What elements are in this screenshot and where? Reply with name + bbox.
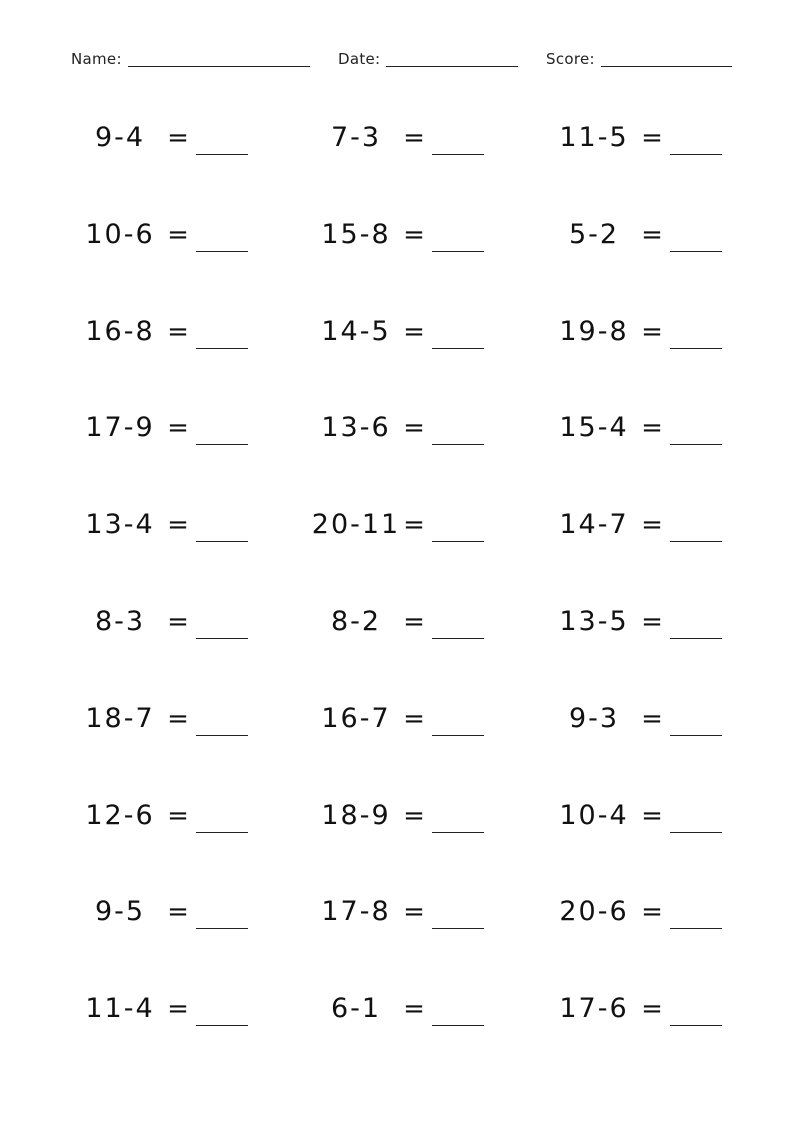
problem-item <box>306 796 546 836</box>
problem-item <box>544 408 784 448</box>
problem-expression: 14-5 <box>321 316 391 347</box>
equals-sign: = <box>403 994 425 1024</box>
problem-item <box>70 796 310 836</box>
answer-blank[interactable] <box>196 251 248 252</box>
answer-blank[interactable] <box>670 348 722 349</box>
answer-blank[interactable] <box>196 832 248 833</box>
equals-sign: = <box>167 510 189 540</box>
problem-item <box>70 215 310 255</box>
answer-blank[interactable] <box>196 541 248 542</box>
problem-item <box>306 215 546 255</box>
problem-item <box>544 989 784 1029</box>
problem-expression: 13-5 <box>559 606 629 637</box>
problem-expression: 13-4 <box>85 509 155 540</box>
answer-blank[interactable] <box>196 444 248 445</box>
problem-expression: 15-8 <box>321 219 391 250</box>
answer-blank[interactable] <box>432 735 484 736</box>
problem-item <box>306 989 546 1029</box>
problem-item <box>70 602 310 642</box>
problem-expression: 17-8 <box>321 896 391 927</box>
problem-expression: 11-5 <box>559 122 629 153</box>
answer-blank[interactable] <box>196 154 248 155</box>
problem-item <box>306 118 546 158</box>
answer-blank[interactable] <box>196 1025 248 1026</box>
problem-item <box>544 118 784 158</box>
problem-expression: 15-4 <box>559 412 629 443</box>
problem-item <box>70 505 310 545</box>
problem-expression: 11-4 <box>85 993 155 1024</box>
problem-expression: 10-6 <box>85 219 155 250</box>
problem-expression: 20-6 <box>559 896 629 927</box>
problem-expression: 13-6 <box>321 412 391 443</box>
problem-item <box>306 699 546 739</box>
answer-blank[interactable] <box>670 444 722 445</box>
problem-item <box>544 312 784 352</box>
answer-blank[interactable] <box>670 832 722 833</box>
equals-sign: = <box>403 413 425 443</box>
problem-item <box>306 602 546 642</box>
problem-expression: 9-4 <box>94 122 146 153</box>
problem-item <box>70 118 310 158</box>
problem-expression: 8-3 <box>94 606 146 637</box>
answer-blank[interactable] <box>432 444 484 445</box>
equals-sign: = <box>641 994 663 1024</box>
problem-expression: 12-6 <box>85 800 155 831</box>
answer-blank[interactable] <box>670 638 722 639</box>
problem-expression: 19-8 <box>559 316 629 347</box>
answer-blank[interactable] <box>670 154 722 155</box>
equals-sign: = <box>167 220 189 250</box>
answer-blank[interactable] <box>432 1025 484 1026</box>
problem-item <box>70 989 310 1029</box>
answer-blank[interactable] <box>432 154 484 155</box>
answer-blank[interactable] <box>432 638 484 639</box>
date-label: Date: <box>338 50 381 68</box>
equals-sign: = <box>403 220 425 250</box>
answer-blank[interactable] <box>432 541 484 542</box>
problem-item <box>306 892 546 932</box>
equals-sign: = <box>403 607 425 637</box>
answer-blank[interactable] <box>432 251 484 252</box>
answer-blank[interactable] <box>670 251 722 252</box>
problem-item <box>70 699 310 739</box>
problem-expression: 16-8 <box>85 316 155 347</box>
problem-expression: 7-3 <box>330 122 382 153</box>
problem-item <box>544 892 784 932</box>
answer-blank[interactable] <box>432 348 484 349</box>
answer-blank[interactable] <box>432 928 484 929</box>
equals-sign: = <box>167 317 189 347</box>
equals-sign: = <box>167 123 189 153</box>
equals-sign: = <box>641 897 663 927</box>
equals-sign: = <box>167 897 189 927</box>
problem-expression: 17-9 <box>85 412 155 443</box>
equals-sign: = <box>403 704 425 734</box>
problem-expression: 14-7 <box>559 509 629 540</box>
equals-sign: = <box>641 510 663 540</box>
problem-expression: 18-9 <box>321 800 391 831</box>
problem-item <box>544 215 784 255</box>
equals-sign: = <box>167 994 189 1024</box>
answer-blank[interactable] <box>196 928 248 929</box>
problem-expression: 20-11 <box>311 509 401 540</box>
problem-expression: 6-1 <box>330 993 382 1024</box>
equals-sign: = <box>641 220 663 250</box>
equals-sign: = <box>641 801 663 831</box>
problem-expression: 16-7 <box>321 703 391 734</box>
answer-blank[interactable] <box>196 735 248 736</box>
equals-sign: = <box>641 317 663 347</box>
problem-item <box>306 312 546 352</box>
problem-item <box>70 408 310 448</box>
problem-expression: 5-2 <box>568 219 620 250</box>
score-label: Score: <box>546 50 595 68</box>
problem-item <box>544 602 784 642</box>
problem-item <box>70 312 310 352</box>
problem-item <box>544 505 784 545</box>
equals-sign: = <box>167 607 189 637</box>
problem-item <box>544 699 784 739</box>
answer-blank[interactable] <box>670 735 722 736</box>
equals-sign: = <box>641 413 663 443</box>
equals-sign: = <box>403 897 425 927</box>
problem-item <box>70 892 310 932</box>
problem-item <box>306 408 546 448</box>
problem-item <box>544 796 784 836</box>
problem-expression: 9-5 <box>94 896 146 927</box>
equals-sign: = <box>167 413 189 443</box>
equals-sign: = <box>167 801 189 831</box>
answer-blank[interactable] <box>432 832 484 833</box>
equals-sign: = <box>403 317 425 347</box>
problem-expression: 18-7 <box>85 703 155 734</box>
equals-sign: = <box>641 704 663 734</box>
problem-expression: 8-2 <box>330 606 382 637</box>
answer-blank[interactable] <box>196 638 248 639</box>
problem-expression: 9-3 <box>568 703 620 734</box>
equals-sign: = <box>641 607 663 637</box>
equals-sign: = <box>403 123 425 153</box>
problem-expression: 17-6 <box>559 993 629 1024</box>
name-label: Name: <box>71 50 122 68</box>
equals-sign: = <box>403 510 425 540</box>
answer-blank[interactable] <box>196 348 248 349</box>
answer-blank[interactable] <box>670 1025 722 1026</box>
problem-item <box>306 505 546 545</box>
answer-blank[interactable] <box>670 541 722 542</box>
answer-blank[interactable] <box>670 928 722 929</box>
equals-sign: = <box>403 801 425 831</box>
equals-sign: = <box>167 704 189 734</box>
problem-expression: 10-4 <box>559 800 629 831</box>
equals-sign: = <box>641 123 663 153</box>
